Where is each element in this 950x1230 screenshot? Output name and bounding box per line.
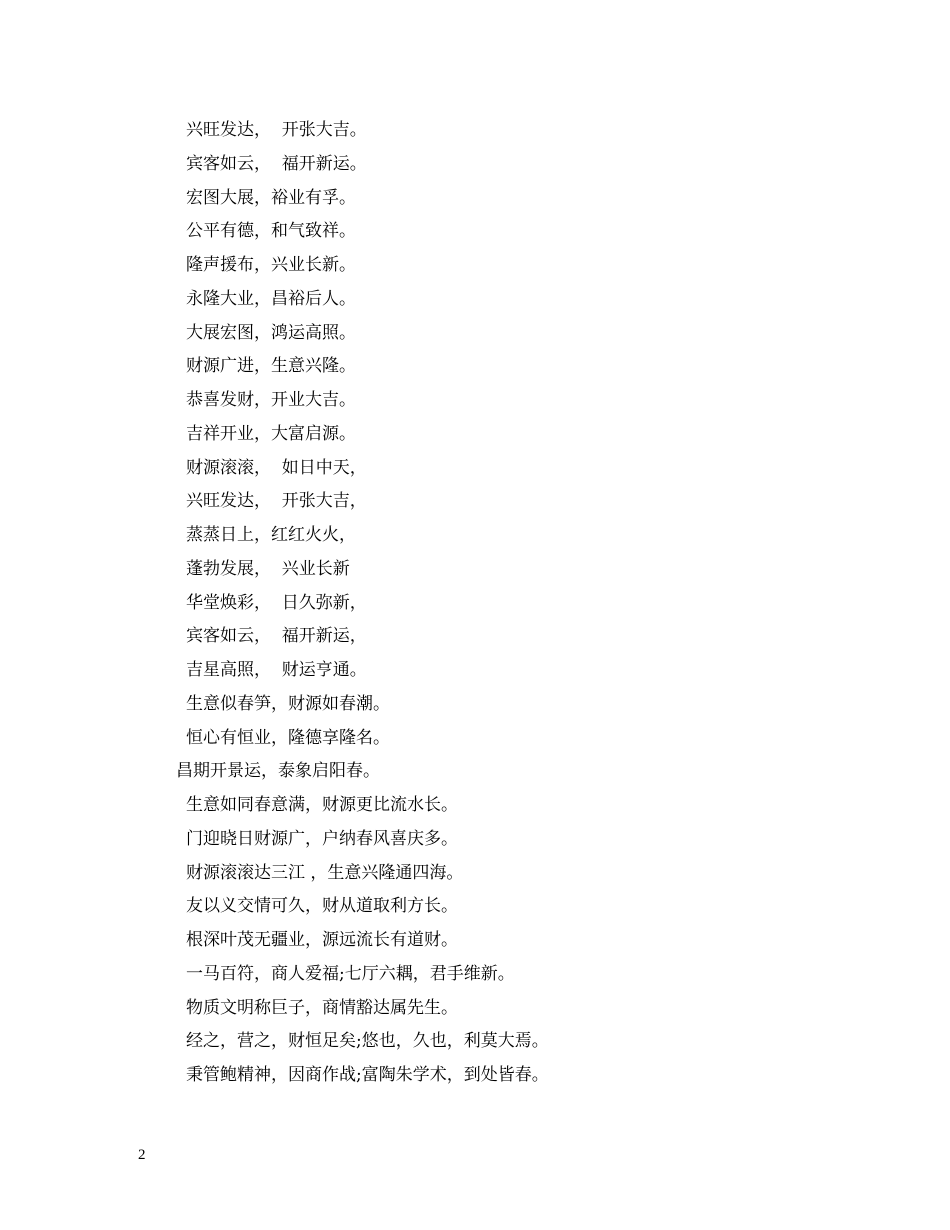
text-line	[0, 287, 950, 321]
couplet-list	[0, 118, 950, 1097]
text-line-content: 蒸蒸日上，红红火火，	[186, 525, 356, 545]
text-line	[0, 388, 950, 422]
text-line	[0, 928, 950, 962]
text-line-content: 宏图大展，裕业有孚。	[186, 187, 356, 208]
text-line-content: 蓬勃发展， 兴业长新	[186, 558, 350, 579]
text-line	[0, 489, 950, 523]
text-line-content: 生意似春笋，财源如春潮。	[186, 693, 390, 714]
text-line	[0, 827, 950, 861]
text-line-content: 昌期开景运，泰象启阳春。	[176, 761, 380, 782]
text-line-content: 公平有德，和气致祥。	[186, 221, 356, 242]
text-line	[0, 894, 950, 928]
text-line	[0, 557, 950, 591]
text-line	[0, 996, 950, 1030]
text-line	[0, 456, 950, 490]
text-line-content: 宾客如云， 福开新运，	[186, 626, 367, 647]
text-line	[0, 1063, 950, 1097]
text-line-content: 恒心有恒业，隆德享隆名。	[186, 727, 390, 748]
text-line-content: 秉管鲍精神，因商作战;富陶朱学术，到处皆春。	[186, 1065, 549, 1085]
text-line-content: 宾客如云， 福开新运。	[186, 153, 367, 174]
text-line	[0, 118, 950, 152]
text-line-content: 生意如同春意满，财源更比流水长。	[186, 795, 458, 815]
text-line-content: 经之，营之，财恒足矣;悠也，久也，利莫大焉。	[186, 1031, 549, 1052]
text-line-content: 一马百符，商人爱福;七厅六耦，君手维新。	[186, 963, 515, 984]
text-line-content: 吉星高照， 财运亨通。	[186, 660, 367, 680]
text-line	[0, 422, 950, 456]
text-line-content: 吉祥开业，大富启源。	[186, 423, 356, 444]
text-line-content: 华堂焕彩， 日久弥新，	[186, 592, 367, 613]
text-line	[0, 253, 950, 287]
text-line-content: 隆声援布，兴业长新。	[186, 255, 356, 275]
text-line-content: 根深叶茂无疆业，源远流长有道财。	[186, 930, 458, 950]
text-line	[0, 591, 950, 625]
text-line	[0, 692, 950, 726]
text-line	[0, 793, 950, 827]
text-line-content: 门迎晓日财源广，户纳春风喜庆多。	[186, 828, 458, 849]
text-line	[0, 186, 950, 220]
text-line	[0, 1029, 950, 1063]
text-line	[0, 523, 950, 557]
text-line	[0, 624, 950, 658]
text-line	[0, 962, 950, 996]
text-line	[0, 861, 950, 895]
text-line-content: 财源广进，生意兴隆。	[186, 356, 356, 377]
text-line-content: 大展宏图，鸿运高照。	[186, 322, 356, 343]
text-line	[0, 321, 950, 355]
text-line	[0, 152, 950, 186]
text-line	[0, 759, 950, 793]
text-line-content: 兴旺发达， 开张大吉。	[186, 120, 367, 140]
text-line-content: 财源滚滚， 如日中天，	[186, 457, 367, 478]
text-line-content: 恭喜发财，开业大吉。	[186, 390, 356, 410]
text-line-content: 永隆大业，昌裕后人。	[186, 288, 356, 309]
page-number: 2	[138, 1147, 146, 1163]
text-line-content: 物质文明称巨子，商情豁达属先生。	[186, 997, 458, 1018]
text-line	[0, 354, 950, 388]
text-line-content: 财源滚滚达三江 ，生意兴隆通四海。	[186, 862, 464, 883]
text-line-content: 友以义交情可久，财从道取利方长。	[186, 896, 458, 917]
text-line-content: 兴旺发达， 开张大吉，	[186, 491, 367, 512]
text-line	[0, 726, 950, 760]
text-line	[0, 219, 950, 253]
text-line	[0, 658, 950, 692]
